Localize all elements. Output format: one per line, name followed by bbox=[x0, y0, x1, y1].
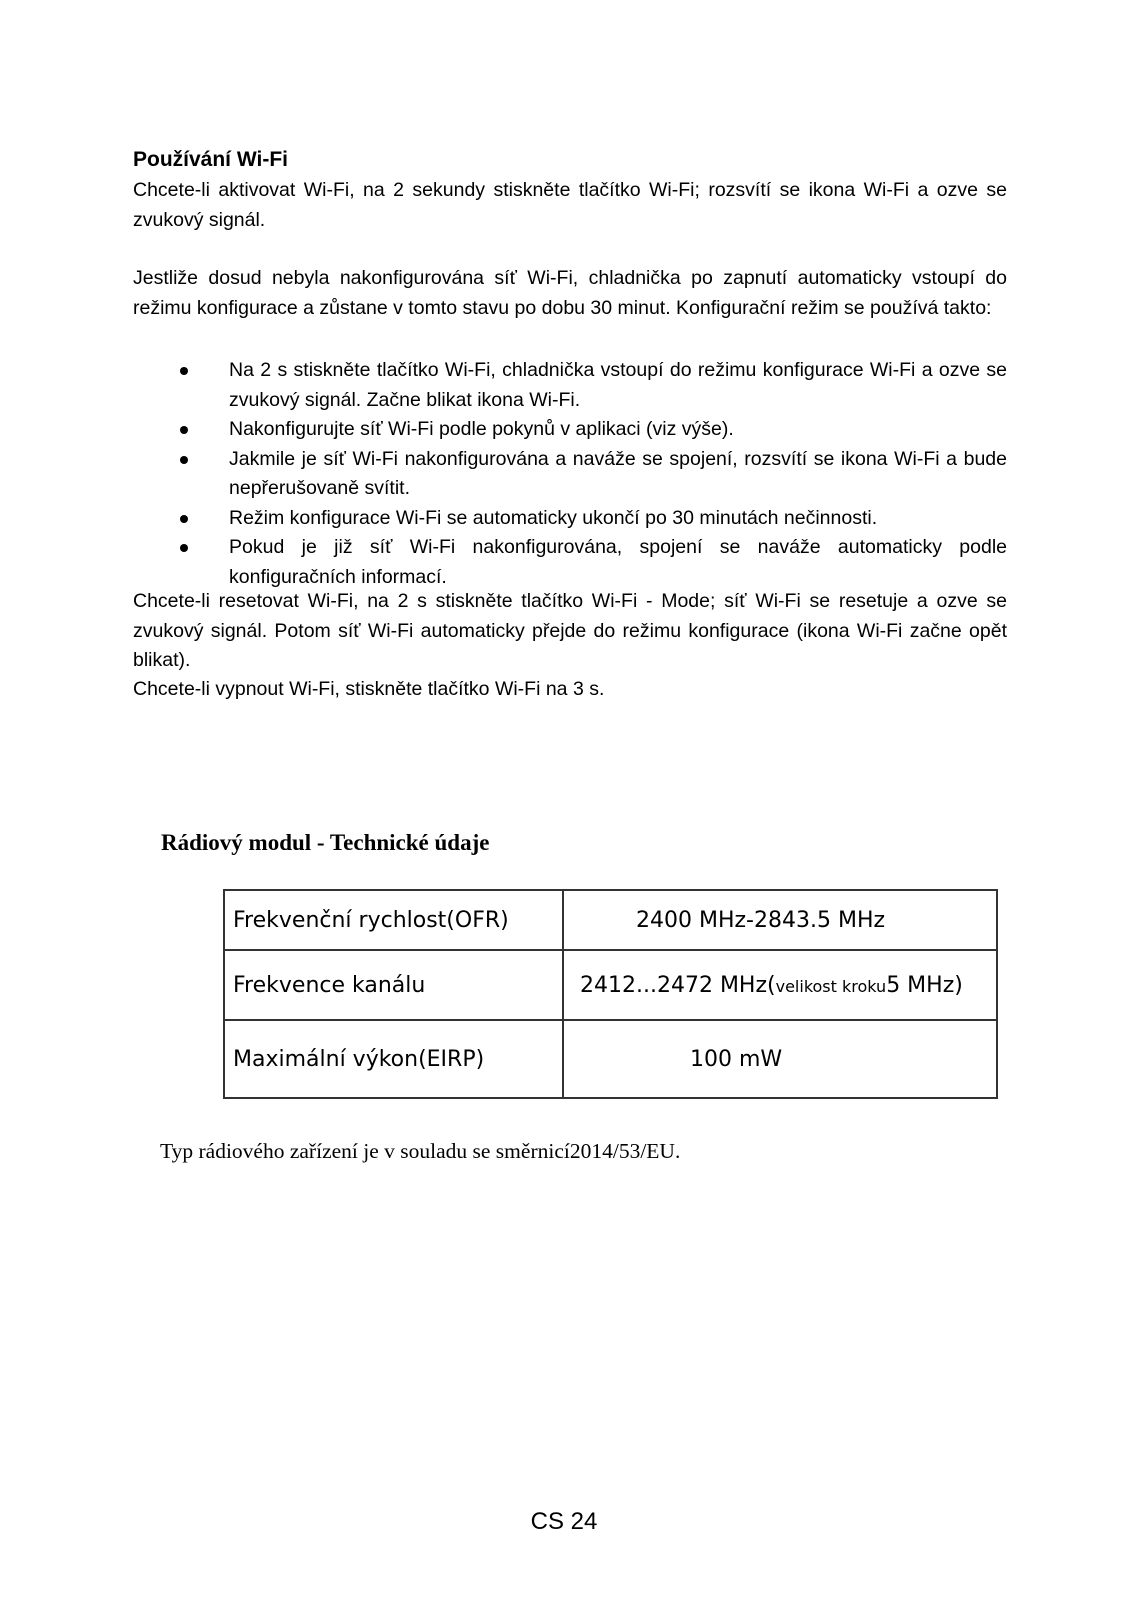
radio-module-title: Rádiový modul - Technické údaje bbox=[161, 830, 490, 855]
list-item: Pokud je již síť Wi-Fi nakonfigurována, spojení se naváže automaticky podle konfiguračních informací. bbox=[133, 533, 1007, 592]
bullet-icon bbox=[180, 426, 188, 434]
radio-specs-table bbox=[223, 889, 998, 1099]
list-item: Na 2 s stiskněte tlačítko Wi-Fi, chladnička vstoupí do režimu konfigurace Wi-Fi a ozve se zvukový signál. Začne blikat ikona Wi-Fi. bbox=[133, 356, 1007, 415]
spec-value: 100 mW bbox=[563, 1020, 997, 1098]
bullet-icon bbox=[180, 367, 188, 375]
table-row bbox=[224, 890, 997, 950]
spec-value: 2412...2472 MHz(velikost kroku5 MHz) bbox=[563, 950, 997, 1020]
wifi-section-title: Používání Wi-Fi bbox=[133, 148, 288, 171]
spec-label: Maximální výkon(EIRP) bbox=[224, 1020, 563, 1098]
wifi-off-paragraph: Chcete-li vypnout Wi-Fi, stiskněte tlačítko Wi-Fi na 3 s. bbox=[133, 678, 605, 700]
wifi-config-steps-list bbox=[133, 356, 1007, 592]
spec-label: Frekvenční rychlost(OFR) bbox=[224, 890, 563, 950]
list-item: Nakonfigurujte síť Wi-Fi podle pokynů v aplikaci (viz výše). bbox=[133, 415, 1007, 445]
spec-value: 2400 MHz-2843.5 MHz bbox=[563, 890, 997, 950]
list-item: Režim konfigurace Wi-Fi se automaticky ukončí po 30 minutách nečinnosti. bbox=[133, 504, 1007, 534]
compliance-statement: Typ rádiového zařízení je v souladu se směrnicí2014/53/EU. bbox=[160, 1139, 681, 1163]
bullet-icon bbox=[180, 544, 188, 552]
table-row bbox=[224, 1020, 997, 1098]
list-item: Jakmile je síť Wi-Fi nakonfigurována a naváže se spojení, rozsvítí se ikona Wi-Fi a bude nepřerušovaně svítit. bbox=[133, 445, 1007, 504]
bullet-icon bbox=[180, 515, 188, 523]
page-number: CS 24 bbox=[530, 1508, 598, 1535]
spec-label: Frekvence kanálu bbox=[224, 950, 563, 1020]
wifi-config-intro-paragraph: Jestliže dosud nebyla nakonfigurována síť Wi-Fi, chladnička po zapnutí automaticky vstoupí do režimu konfigurace a zůstane v tomto stavu po dobu 30 minut. Konfigurační režim se používá takto: bbox=[133, 267, 1007, 319]
table-row bbox=[224, 950, 997, 1020]
wifi-reset-paragraph: Chcete-li resetovat Wi-Fi, na 2 s stiskněte tlačítko Wi-Fi - Mode; síť Wi-Fi se resetuje a ozve se zvukový signál. Potom síť Wi-Fi automaticky přejde do režimu konfigurace (ikona Wi-Fi začne opět blikat). bbox=[133, 590, 1007, 671]
bullet-icon bbox=[180, 456, 188, 464]
wifi-activate-paragraph: Chcete-li aktivovat Wi-Fi, na 2 sekundy stiskněte tlačítko Wi-Fi; rozsvítí se ikona Wi-Fi a ozve se zvukový signál. bbox=[133, 179, 1007, 231]
